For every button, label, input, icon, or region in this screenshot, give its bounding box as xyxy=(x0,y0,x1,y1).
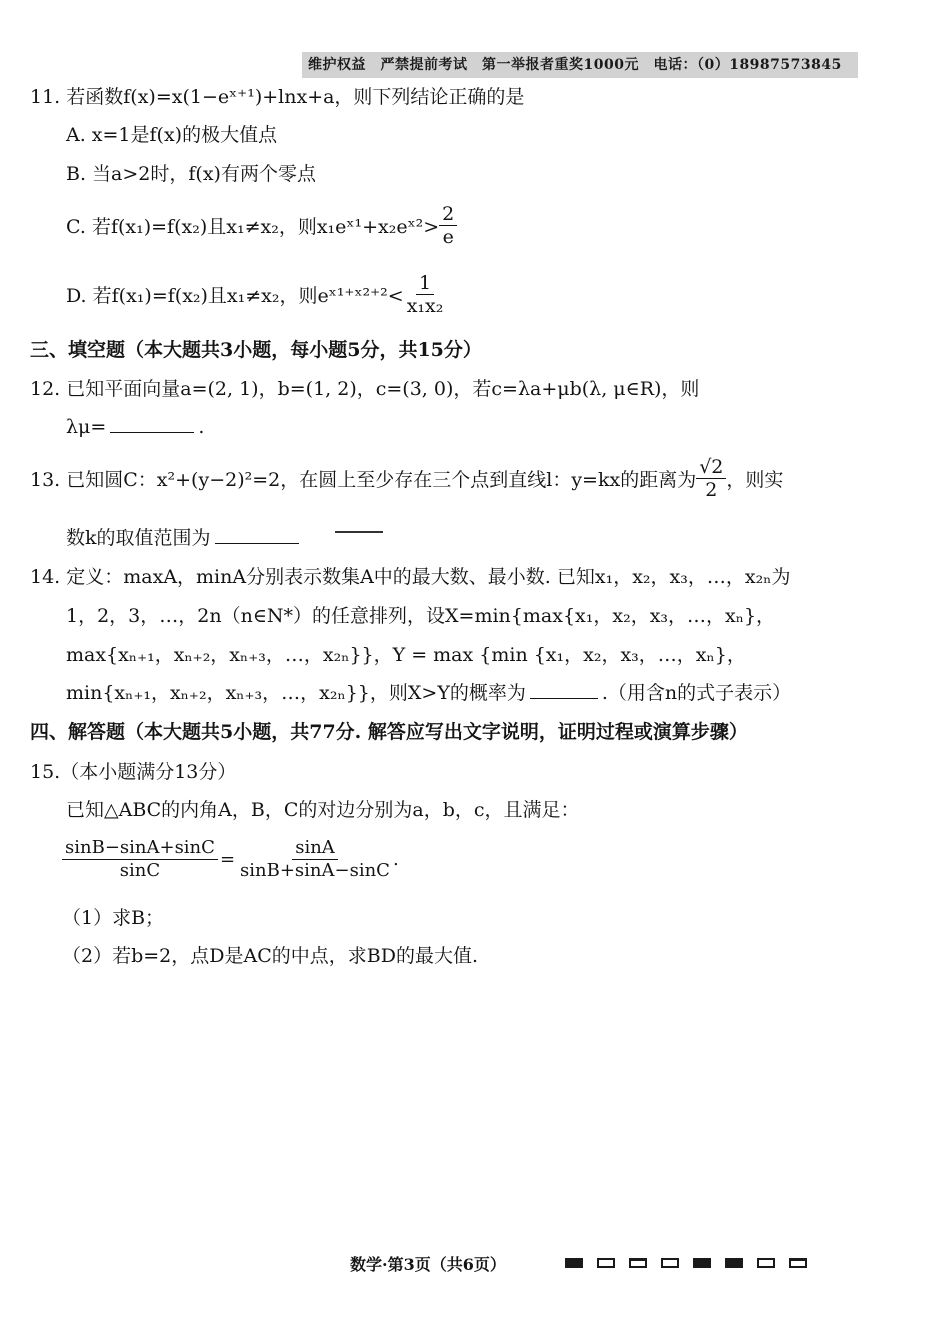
fraction-denominator: 2 xyxy=(705,479,718,501)
q15-rhs-fraction xyxy=(237,837,393,882)
fraction-denominator: e xyxy=(442,226,454,248)
fraction-numerator: sinA xyxy=(292,837,338,860)
mark-open xyxy=(597,1258,615,1268)
fraction-denominator: x₁x₂ xyxy=(406,295,444,317)
q14-line4 xyxy=(66,680,791,706)
mark-filled xyxy=(693,1258,711,1268)
stray-mark xyxy=(335,531,383,533)
fraction-numerator: √2 xyxy=(696,456,726,479)
equation-period: . xyxy=(392,849,399,870)
equals-sign: = xyxy=(219,849,236,870)
q11-option-c xyxy=(66,203,457,248)
q13-text: 13. 已知圆C：x²+(y−2)²=2，在圆上至少存在三个点到直线l：y=kx的距离为 xyxy=(30,469,697,491)
q14-line3: max{xₙ₊₁，xₙ₊₂，xₙ₊₃，…，x₂ₙ}}，Y = max {min {x₁，x₂，x₃，…，xₙ}， xyxy=(66,644,746,666)
q12-line2 xyxy=(66,414,204,440)
q13-answer-blank[interactable] xyxy=(215,525,299,544)
q11-option-d-text: D. 若f(x₁)=f(x₂)且x₁≠x₂，则eˣ¹⁺ˣ²⁺²< xyxy=(66,285,404,307)
q12-answer-suffix: . xyxy=(198,416,205,438)
q15-lhs-fraction xyxy=(62,837,218,882)
q11-option-c-text: C. 若f(x₁)=f(x₂)且x₁≠x₂，则x₁eˣ¹+x₂eˣ²> xyxy=(66,216,440,238)
q13-answer-prefix: 数k的取值范围为 xyxy=(66,527,211,549)
q13-line2 xyxy=(66,525,303,551)
mark-filled xyxy=(565,1258,583,1268)
mark-open xyxy=(757,1258,775,1268)
fraction-denominator: sinB+sinA−sinC xyxy=(240,860,390,881)
section-4-title: 四、解答题（本大题共5小题，共77分. 解答应写出文字说明，证明过程或演算步骤） xyxy=(30,721,748,743)
mark-open xyxy=(629,1258,647,1268)
q13-line1 xyxy=(30,456,783,501)
fraction-numerator: 2 xyxy=(439,203,457,226)
q14-answer-blank[interactable] xyxy=(530,680,598,699)
fraction-denominator: sinC xyxy=(119,860,161,881)
q13-distance-fraction xyxy=(696,456,726,501)
q12-answer-prefix: λμ= xyxy=(66,416,107,438)
q11-option-a: A. x=1是f(x)的极大值点 xyxy=(66,124,278,146)
q12-answer-blank[interactable] xyxy=(110,414,194,433)
q13-text-suffix: ，则实 xyxy=(726,469,784,491)
mark-open xyxy=(661,1258,679,1268)
q15-part1: （1）求B； xyxy=(62,907,165,929)
q14-answer-prefix: min{xₙ₊₁，xₙ₊₂，xₙ₊₃，…，x₂ₙ}}，则X>Y的概率为 xyxy=(66,682,526,704)
q15-intro: 已知△ABC的内角A，B，C的对边分别为a，b，c，且满足： xyxy=(66,799,580,821)
q14-line1: 14. 定义：maxA，minA分别表示数集A中的最大数、最小数. 已知x₁，x₂，x₃，…，x₂ₙ为 xyxy=(30,566,791,588)
q15-header: 15.（本小题满分13分） xyxy=(30,761,237,783)
q14-answer-suffix: .（用含n的式子表示） xyxy=(601,682,792,704)
anti-cheating-banner: 维护权益 严禁提前考试 第一举报者重奖1000元 电话：（0）18987573845 xyxy=(302,52,858,78)
q11-option-d xyxy=(66,272,446,317)
q15-equation xyxy=(62,837,399,882)
q12-line1: 12. 已知平面向量a=(2, 1)，b=(1, 2)，c=(3, 0)，若c=λa+μb(λ, μ∈R)，则 xyxy=(30,378,700,400)
q11-option-d-fraction xyxy=(404,272,447,317)
fraction-numerator: 1 xyxy=(416,272,434,295)
section-3-title: 三、填空题（本大题共3小题，每小题5分，共15分） xyxy=(30,339,482,361)
q11-option-c-fraction xyxy=(439,203,457,248)
q11-stem: 11. 若函数f(x)=x(1−eˣ⁺¹)+lnx+a，则下列结论正确的是 xyxy=(30,86,525,108)
fraction-numerator: sinB−sinA+sinC xyxy=(62,837,218,860)
q15-part2: （2）若b=2，点D是AC的中点，求BD的最大值. xyxy=(62,945,478,967)
page-footer: 数学·第3页（共6页） xyxy=(350,1255,506,1274)
mark-filled xyxy=(725,1258,743,1268)
q14-line2: 1，2，3，…，2n（n∈N*）的任意排列，设X=min{max{x₁，x₂，x₃，…，xₙ}， xyxy=(66,605,776,627)
mark-open xyxy=(789,1258,807,1268)
registration-marks xyxy=(565,1258,807,1268)
q11-option-b: B. 当a>2时，f(x)有两个零点 xyxy=(66,163,316,185)
